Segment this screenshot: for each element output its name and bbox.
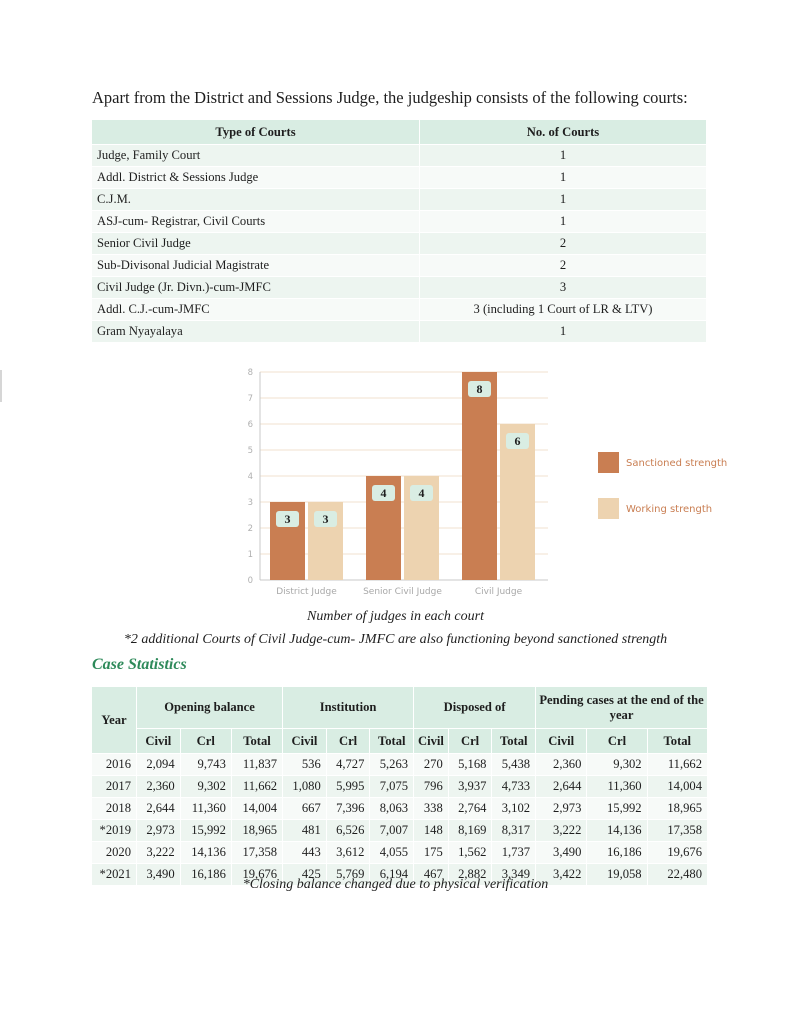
court-count-cell: 1	[420, 321, 707, 343]
page-edge-mark	[0, 370, 2, 402]
value-cell: 481	[283, 820, 327, 842]
value-cell: 18,965	[647, 798, 707, 820]
value-cell: 6,526	[326, 820, 370, 842]
court-count-cell: 1	[420, 167, 707, 189]
court-count-cell: 3 (including 1 Court of LR & LTV)	[420, 299, 707, 321]
x-tick-label: District Judge	[276, 587, 337, 597]
y-tick-label: 0	[247, 576, 253, 586]
y-tick-label: 3	[247, 498, 253, 508]
intro-text: Apart from the District and Sessions Judge, the judgeship consists of the following courts:	[92, 88, 688, 107]
stats-table-row	[92, 820, 708, 842]
data-label: 4	[380, 486, 387, 500]
stats-table-body	[92, 754, 708, 886]
value-cell: 3,349	[492, 864, 536, 886]
x-tick-label: Senior Civil Judge	[363, 587, 442, 597]
court-type-cell: Addl. District & Sessions Judge	[92, 167, 420, 189]
value-cell: 467	[414, 864, 449, 886]
value-cell: 6,194	[370, 864, 414, 886]
data-label: 6	[514, 434, 521, 448]
stats-table-row	[92, 842, 708, 864]
subheader-total: Total	[647, 729, 707, 754]
year-cell: 2017	[92, 776, 137, 798]
header-type-of-courts: Type of Courts	[92, 120, 420, 145]
value-cell: 338	[414, 798, 449, 820]
header-institution: Institution	[283, 687, 414, 729]
value-cell: 14,004	[231, 798, 282, 820]
year-cell: 2020	[92, 842, 137, 864]
value-cell: 11,360	[180, 798, 231, 820]
value-cell: 2,360	[536, 754, 587, 776]
legend-label: Working strength	[626, 504, 713, 515]
courts-table-row	[92, 255, 707, 277]
value-cell: 19,058	[587, 864, 647, 886]
value-cell: 796	[414, 776, 449, 798]
header-no-of-courts: No. of Courts	[420, 120, 707, 145]
value-cell: 4,055	[370, 842, 414, 864]
bar	[462, 372, 497, 580]
courts-table	[91, 119, 707, 343]
data-label: 4	[418, 486, 425, 500]
value-cell: 9,302	[587, 754, 647, 776]
value-cell: 19,676	[231, 864, 282, 886]
case-statistics-table	[91, 686, 708, 886]
header-disposed-of: Disposed of	[414, 687, 536, 729]
judges-bar-chart	[240, 362, 740, 602]
value-cell: 2,764	[448, 798, 492, 820]
legend-swatch	[598, 498, 619, 519]
data-label: 8	[476, 382, 483, 396]
value-cell: 14,136	[587, 820, 647, 842]
value-cell: 17,358	[231, 842, 282, 864]
court-type-cell: Gram Nyayalaya	[92, 321, 420, 343]
value-cell: 1,737	[492, 842, 536, 864]
courts-table-row	[92, 145, 707, 167]
y-tick-label: 2	[247, 524, 253, 534]
courts-table-row	[92, 233, 707, 255]
y-tick-label: 7	[247, 394, 253, 404]
value-cell: 11,662	[231, 776, 282, 798]
subheader-crl: Crl	[448, 729, 492, 754]
data-label: 3	[322, 512, 329, 526]
value-cell: 2,094	[137, 754, 181, 776]
value-cell: 7,007	[370, 820, 414, 842]
court-count-cell: 1	[420, 145, 707, 167]
value-cell: 4,727	[326, 754, 370, 776]
courts-table-row	[92, 167, 707, 189]
value-cell: 3,102	[492, 798, 536, 820]
stats-table-row	[92, 754, 708, 776]
chart-x-labels	[276, 587, 522, 597]
court-count-cell: 2	[420, 255, 707, 277]
value-cell: 2,973	[137, 820, 181, 842]
chart-note: *2 additional Courts of Civil Judge-cum- JMFC are also functioning beyond sanctioned strength	[123, 632, 668, 647]
courts-table-row	[92, 299, 707, 321]
y-tick-label: 5	[247, 446, 253, 456]
legend-swatch	[598, 452, 619, 473]
value-cell: 7,396	[326, 798, 370, 820]
header-opening-balance: Opening balance	[137, 687, 283, 729]
value-cell: 667	[283, 798, 327, 820]
value-cell: 3,490	[536, 842, 587, 864]
y-tick-label: 4	[247, 472, 253, 482]
y-tick-label: 1	[247, 550, 253, 560]
subheader-civil: Civil	[137, 729, 181, 754]
subheader-crl: Crl	[180, 729, 231, 754]
stats-table-row	[92, 798, 708, 820]
value-cell: 3,422	[536, 864, 587, 886]
value-cell: 2,644	[137, 798, 181, 820]
court-count-cell: 3	[420, 277, 707, 299]
value-cell: 11,360	[587, 776, 647, 798]
header-pending-cases: Pending cases at the end of the year	[536, 687, 708, 729]
subheader-total: Total	[370, 729, 414, 754]
value-cell: 8,169	[448, 820, 492, 842]
value-cell: 5,263	[370, 754, 414, 776]
subheader-civil: Civil	[536, 729, 587, 754]
case-statistics-title: Case Statistics	[92, 656, 187, 673]
court-type-cell: Sub-Divisonal Judicial Magistrate	[92, 255, 420, 277]
court-type-cell: C.J.M.	[92, 189, 420, 211]
value-cell: 11,662	[647, 754, 707, 776]
value-cell: 15,992	[587, 798, 647, 820]
value-cell: 3,490	[137, 864, 181, 886]
subheader-total: Total	[492, 729, 536, 754]
subheader-total: Total	[231, 729, 282, 754]
subheader-crl: Crl	[326, 729, 370, 754]
value-cell: 2,973	[536, 798, 587, 820]
value-cell: 5,769	[326, 864, 370, 886]
value-cell: 19,676	[647, 842, 707, 864]
court-count-cell: 1	[420, 211, 707, 233]
value-cell: 536	[283, 754, 327, 776]
value-cell: 2,644	[536, 776, 587, 798]
data-label: 3	[284, 512, 291, 526]
value-cell: 425	[283, 864, 327, 886]
court-type-cell: Civil Judge (Jr. Divn.)-cum-JMFC	[92, 277, 420, 299]
court-count-cell: 1	[420, 189, 707, 211]
subheader-crl: Crl	[587, 729, 647, 754]
stats-table-row	[92, 776, 708, 798]
value-cell: 1,562	[448, 842, 492, 864]
chart-caption: Number of judges in each court	[307, 609, 484, 624]
value-cell: 16,186	[180, 864, 231, 886]
stats-group-header	[92, 687, 708, 729]
value-cell: 16,186	[587, 842, 647, 864]
courts-table-row	[92, 189, 707, 211]
value-cell: 14,136	[180, 842, 231, 864]
court-count-cell: 2	[420, 233, 707, 255]
value-cell: 9,743	[180, 754, 231, 776]
value-cell: 11,837	[231, 754, 282, 776]
year-cell: 2018	[92, 798, 137, 820]
value-cell: 18,965	[231, 820, 282, 842]
year-cell: *2021	[92, 864, 137, 886]
value-cell: 3,222	[137, 842, 181, 864]
court-type-cell: Addl. C.J.-cum-JMFC	[92, 299, 420, 321]
value-cell: 175	[414, 842, 449, 864]
value-cell: 270	[414, 754, 449, 776]
value-cell: 15,992	[180, 820, 231, 842]
value-cell: 148	[414, 820, 449, 842]
value-cell: 14,004	[647, 776, 707, 798]
value-cell: 9,302	[180, 776, 231, 798]
year-cell: 2016	[92, 754, 137, 776]
value-cell: 22,480	[647, 864, 707, 886]
value-cell: 17,358	[647, 820, 707, 842]
value-cell: 5,995	[326, 776, 370, 798]
x-tick-label: Civil Judge	[474, 587, 523, 597]
value-cell: 8,317	[492, 820, 536, 842]
courts-table-row	[92, 321, 707, 343]
y-tick-label: 6	[247, 420, 253, 430]
stats-sub-header	[92, 729, 708, 754]
subheader-civil: Civil	[283, 729, 327, 754]
value-cell: 4,733	[492, 776, 536, 798]
court-type-cell: ASJ-cum- Registrar, Civil Courts	[92, 211, 420, 233]
value-cell: 2,882	[448, 864, 492, 886]
court-type-cell: Judge, Family Court	[92, 145, 420, 167]
value-cell: 5,438	[492, 754, 536, 776]
year-cell: *2019	[92, 820, 137, 842]
value-cell: 2,360	[137, 776, 181, 798]
value-cell: 7,075	[370, 776, 414, 798]
subheader-civil: Civil	[414, 729, 449, 754]
value-cell: 1,080	[283, 776, 327, 798]
courts-table-row	[92, 277, 707, 299]
value-cell: 3,612	[326, 842, 370, 864]
courts-table-header	[92, 120, 707, 145]
chart-legend	[598, 452, 727, 519]
value-cell: 3,222	[536, 820, 587, 842]
court-type-cell: Senior Civil Judge	[92, 233, 420, 255]
courts-table-body	[92, 145, 707, 343]
y-tick-label: 8	[247, 368, 253, 378]
courts-table-row	[92, 211, 707, 233]
header-year: Year	[92, 687, 137, 754]
stats-footnote: *Closing balance changed due to physical verification	[242, 877, 549, 892]
value-cell: 443	[283, 842, 327, 864]
value-cell: 5,168	[448, 754, 492, 776]
value-cell: 8,063	[370, 798, 414, 820]
legend-label: Sanctioned strength	[626, 458, 728, 469]
value-cell: 3,937	[448, 776, 492, 798]
